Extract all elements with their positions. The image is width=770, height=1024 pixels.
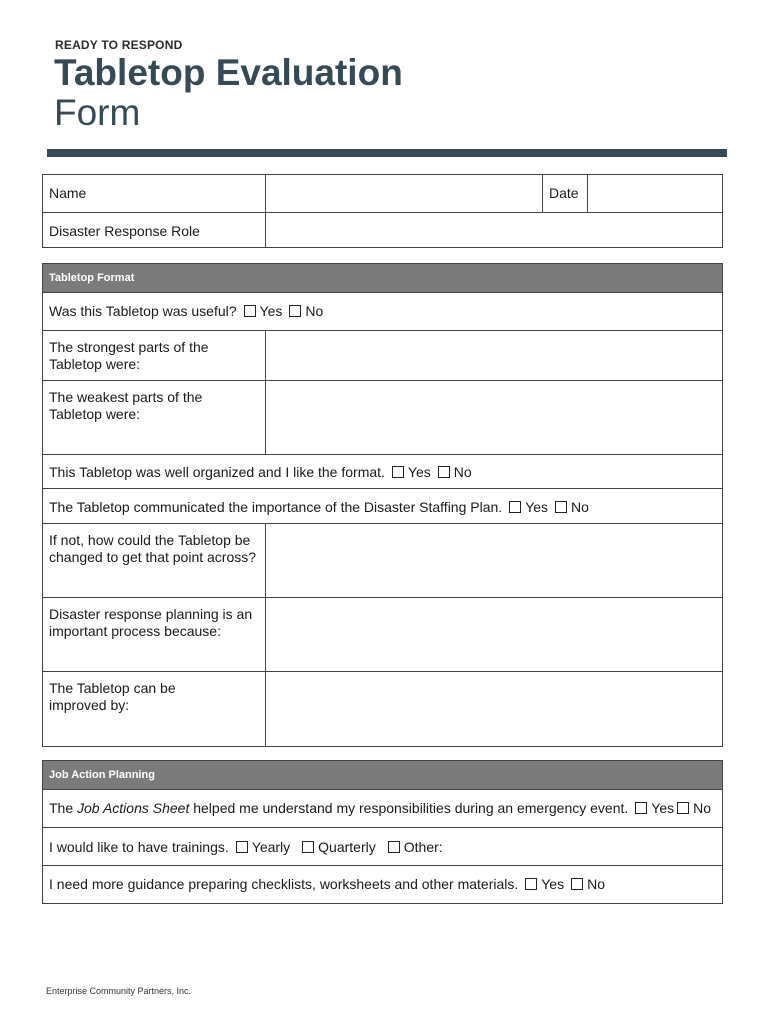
yes-label: Yes [541,876,565,892]
name-row [43,175,722,213]
organized-yes-checkbox[interactable] [392,466,404,478]
yes-label: Yes [407,464,431,480]
planning-label: Disaster response planning is an important process because: [49,606,253,639]
jas-yes-checkbox[interactable] [635,802,647,814]
no-label: No [453,464,472,480]
strongest-field[interactable] [266,331,722,380]
no-label: No [693,800,712,816]
role-row [43,213,722,247]
trainings-question: I would like to have trainings. [49,839,229,855]
yes-label: Yes [525,499,549,515]
planning-field[interactable] [266,598,722,671]
job-action-heading: Job Action Planning [49,769,155,781]
quarterly-checkbox[interactable] [302,841,314,853]
ifnot-label: If not, how could the Tabletop be changed to get that point across? [49,532,257,565]
planning-row [43,598,722,672]
other-checkbox[interactable] [388,841,400,853]
name-label: Name [49,185,87,201]
date-field[interactable] [588,175,722,212]
improved-row [43,672,722,746]
useful-row [43,293,722,331]
ifnot-field[interactable] [266,524,722,597]
strongest-row [43,331,722,381]
organized-row [43,455,722,489]
useful-yes-checkbox[interactable] [244,305,256,317]
job-action-table [42,760,723,904]
staffing-no-checkbox[interactable] [555,501,567,513]
weakest-field[interactable] [266,381,722,454]
jas-row [43,790,722,828]
footer-text: Enterprise Community Partners, Inc. [46,986,192,996]
yearly-checkbox[interactable] [236,841,248,853]
page-title: Tabletop Evaluation [54,52,403,93]
ifnot-row [43,524,722,598]
jas-question: The Job Actions Sheet helped me understand my responsibilities during an emergency event. [49,800,629,816]
staffing-question: The Tabletop communicated the importance of the Disaster Staffing Plan. [49,499,503,515]
no-label: No [305,303,324,319]
section-header [43,264,722,293]
weakest-label: The weakest parts of the Tabletop were: [49,389,203,422]
role-label: Disaster Response Role [49,223,200,239]
tabletop-format-table [42,263,723,747]
yes-label: Yes [259,303,283,319]
yes-label: Yes [651,800,675,816]
quarterly-label: Quarterly [318,839,376,855]
improved-label: The Tabletop can be improved by: [49,680,176,713]
tabletop-format-heading: Tabletop Format [49,272,135,284]
name-field[interactable] [266,175,542,212]
no-label: No [587,876,605,892]
jas-no-checkbox[interactable] [677,802,689,814]
guidance-no-checkbox[interactable] [571,878,583,890]
trainings-row [43,828,722,866]
strongest-label: The strongest parts of the Tabletop were: [49,339,209,372]
weakest-row [43,381,722,455]
no-label: No [571,499,589,515]
section-header [43,761,722,790]
date-label: Date [549,185,579,201]
page-subtitle: Form [54,92,141,133]
organized-question: This Tabletop was well organized and I like the format. [49,464,385,480]
guidance-question: I need more guidance preparing checklists, worksheets and other materials. [49,876,519,892]
info-table [42,174,723,248]
header-rule [47,149,727,157]
guidance-row [43,866,722,903]
useful-no-checkbox[interactable] [289,305,301,317]
guidance-yes-checkbox[interactable] [525,878,537,890]
organized-no-checkbox[interactable] [438,466,450,478]
improved-field[interactable] [266,672,722,745]
other-label: Other: [403,839,443,855]
staffing-yes-checkbox[interactable] [509,501,521,513]
eyebrow-label: READY TO RESPOND [55,38,183,52]
staffing-row [43,489,722,524]
role-field[interactable] [266,213,722,246]
useful-question: Was this Tabletop was useful? [49,303,237,319]
yearly-label: Yearly [251,839,291,855]
